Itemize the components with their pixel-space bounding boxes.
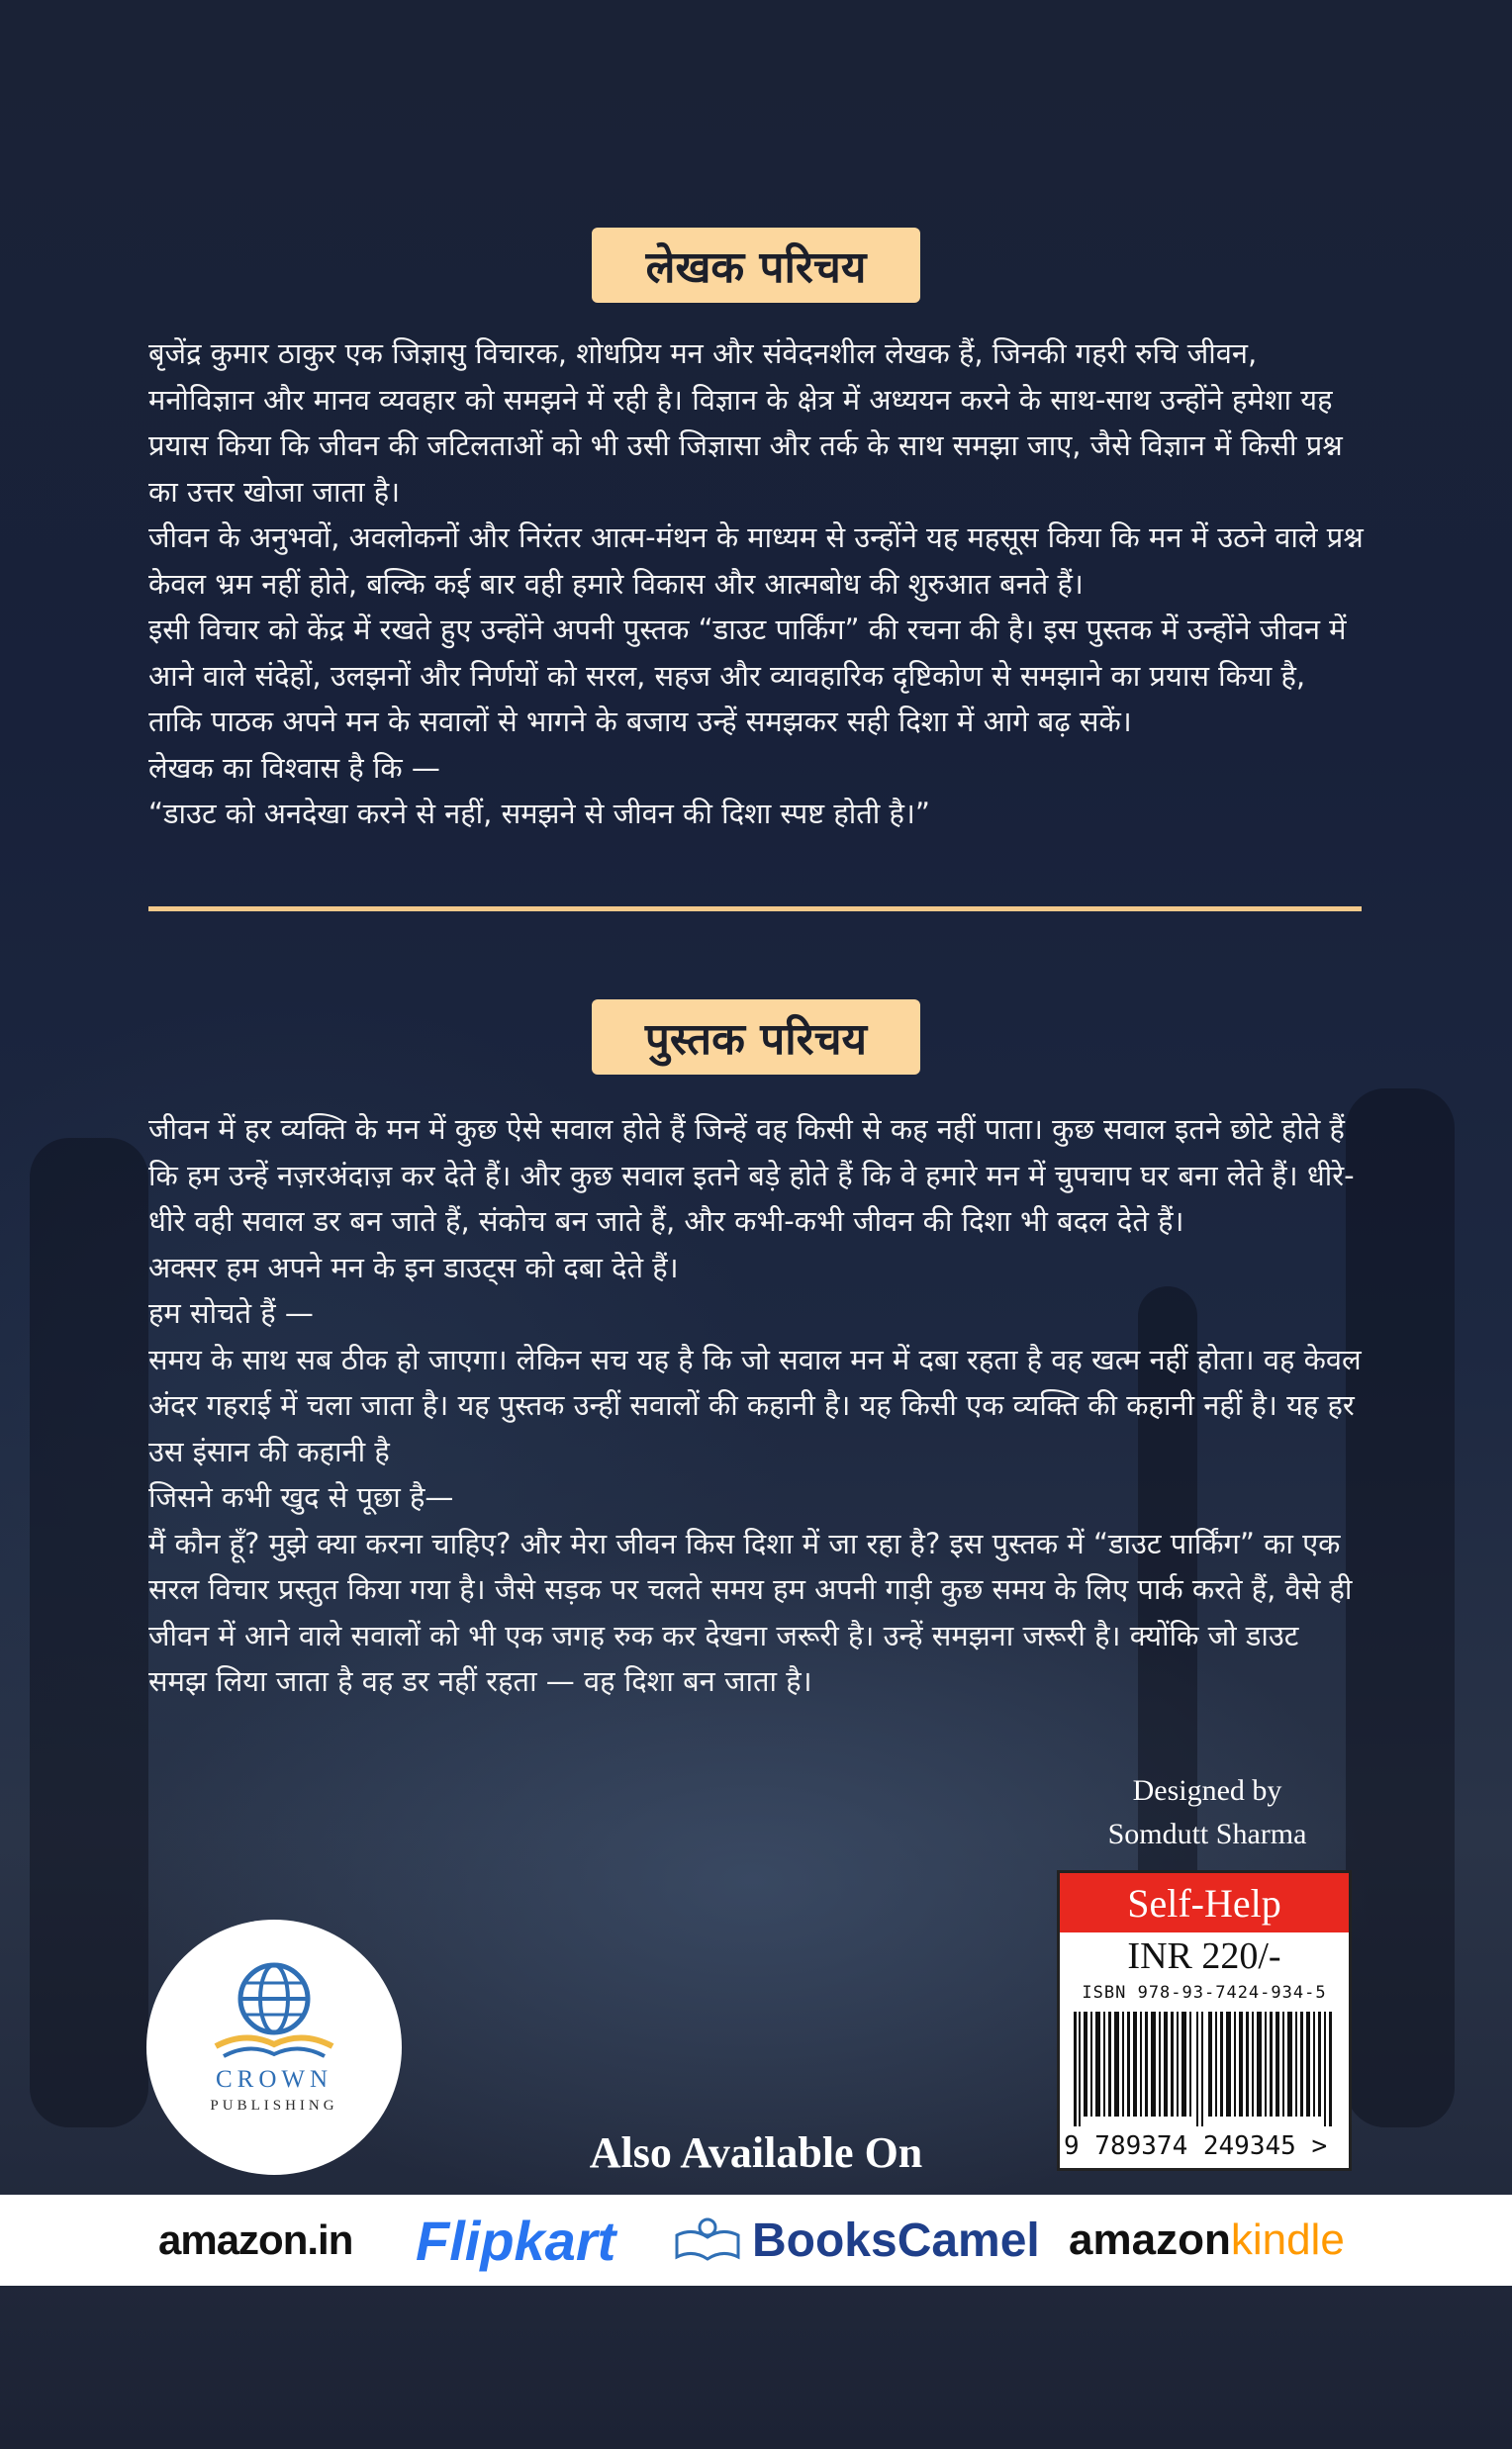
author-heading-text: लेखक परिचय <box>645 242 867 293</box>
designer-name: Somdutt Sharma <box>1107 1818 1307 1850</box>
amazon-in-text: amazon.in <box>158 2216 353 2263</box>
publisher-logo <box>146 1920 402 2175</box>
author-bio-paragraph: बृजेंद्र कुमार ठाकुर एक जिज्ञासु विचारक, शोधप्रिय मन और संवेदनशील लेखक हैं, जिनकी गहरी रुचि जीवन, मनोविज्ञान और मानव व्यवहार को समझने में रही है। विज्ञान के क्षेत्र में अध्ययन करने के साथ-साथ उन्होंने हमेशा यह प्रयास किया कि जीवन की जटिलताओं को भी उसी जिज्ञासा और तर्क के साथ समझा जाए, जैसे विज्ञान में किसी प्रश्न का उत्तर खोजा जाता है। <box>148 336 1343 509</box>
author-quote: “डाउट को अनदेखा करने से नहीं, समझने से जीवन की दिशा स्पष्ट होती है।” <box>148 797 930 830</box>
book-paragraph: जीवन में हर व्यक्ति के मन में कुछ ऐसे सवाल होते हैं जिन्हें वह किसी से कह नहीं पाता। कुछ सवाल इतने छोटे होते हैं कि हम उन्हें नज़रअंदाज़ कर देते हैं। और कुछ सवाल इतने बड़े होते हैं कि वे हमारे मन में चुपचाप घर बना लेते हैं। धीरे-धीरे वही सवाल डर बन जाते हैं, संकोच बन जाते हैं, और कभी-कभी जीवन की दिशा भी बदल देते हैं। <box>148 1112 1355 1238</box>
genre-label: Self-Help <box>1060 1873 1349 1932</box>
isbn-label: ISBN 978-93-7424-934-5 <box>1082 1983 1327 2003</box>
kindle-text: kindle <box>1230 2215 1345 2264</box>
publisher-tagline: PUBLISHING <box>210 2098 338 2114</box>
barcode-digits: 9 789374 249345 > <box>1064 2131 1328 2161</box>
book-paragraph: हम सोचते हैं — <box>148 1296 314 1330</box>
publisher-name: CROWN <box>215 2066 333 2093</box>
store-logos-strip <box>0 2195 1512 2286</box>
price-label: INR 220/- <box>1127 1935 1281 1977</box>
amazon-in-logo[interactable] <box>158 2195 352 2286</box>
designer-credit <box>1079 1769 1336 1856</box>
book-paragraph: मैं कौन हूँ? मुझे क्या करना चाहिए? और मेरा जीवन किस दिशा में जा रहा है? इस पुस्तक में “डाउट पार्किंग” का एक सरल विचार प्रस्तुत किया गया है। जैसे सड़क पर चलते समय हम अपनी गाड़ी कुछ समय के लिए पार्क करते हैं, वैसे ही जीवन में आने वाले सवालों को भी एक जगह रुक कर देखना जरूरी है। उन्हें समझना जरूरी है। क्योंकि जो डाउट समझ लिया जाता है वह डर नहीं रहता — वह दिशा बन जाता है। <box>148 1526 1353 1698</box>
author-bio-paragraph: जीवन के अनुभवों, अवलोकनों और निरंतर आत्म-मंथन के माध्यम से उन्होंने यह महसूस किया कि मन में उठने वाले प्रश्न केवल भ्रम नहीं होते, बल्कि कई बार वही हमारे विकास और आत्मबोध की शुरुआत बनते हैं। <box>148 520 1364 601</box>
designer-label: Designed by <box>1132 1774 1282 1807</box>
book-heading-text: पुस्तक परिचय <box>644 1014 868 1065</box>
book-paragraph: जिसने कभी खुद से पूछा है— <box>148 1480 454 1514</box>
amazon-kindle-logo[interactable] <box>1069 2195 1345 2286</box>
also-available-heading: Also Available On <box>589 2128 923 2177</box>
book-heading <box>592 999 920 1075</box>
flipkart-text: Flipkart <box>416 2209 616 2272</box>
background-tree-trunk <box>30 1138 148 2127</box>
barcode-panel <box>1057 1870 1352 2171</box>
bookscamel-text: BooksCamel <box>752 2214 1040 2267</box>
barcode-bars <box>1074 2012 1337 2126</box>
book-description <box>148 1106 1364 1705</box>
author-bio-paragraph: लेखक का विश्वास है कि — <box>148 750 440 785</box>
section-divider <box>148 906 1362 911</box>
book-paragraph: समय के साथ सब ठीक हो जाएगा। लेकिन सच यह है कि जो सवाल मन में दबा रहता है वह खत्म नहीं होता। वह केवल अंदर गहराई में चला जाता है। यह पुस्तक उन्हीं सवालों की कहानी है। यह किसी एक व्यक्ति की कहानी नहीं है। यह हर उस इंसान की कहानी है <box>148 1342 1362 1468</box>
author-bio <box>148 330 1364 837</box>
author-heading <box>592 228 920 303</box>
globe-book-icon <box>146 1920 402 2068</box>
open-book-icon <box>673 2215 742 2265</box>
book-paragraph: अक्सर हम अपने मन के इन डाउट्स को दबा देते हैं। <box>148 1250 679 1284</box>
author-bio-paragraph: इसी विचार को केंद्र में रखते हुए उन्होंने अपनी पुस्तक “डाउट पार्किंग” की रचना की है। इस पुस्तक में उन्होंने जीवन में आने वाले संदेहों, उलझनों और निर्णयों को सरल, सहज और व्यावहारिक दृष्टिकोण से समझाने का प्रयास किया है, ताकि पाठक अपने मन के सवालों से भागने के बजाय उन्हें समझकर सही दिशा में आगे बढ़ सकें। <box>148 612 1347 738</box>
bookscamel-logo[interactable] <box>673 2195 1040 2286</box>
kindle-amazon-text: amazon <box>1069 2215 1231 2264</box>
flipkart-logo[interactable] <box>416 2195 615 2286</box>
